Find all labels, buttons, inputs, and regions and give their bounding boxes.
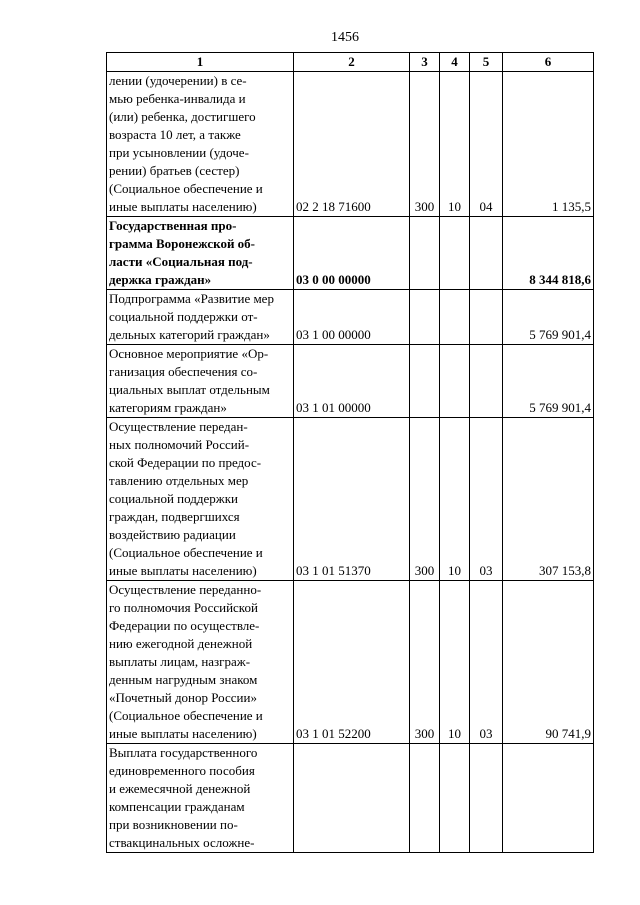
row-code: 03 1 00 00000	[294, 290, 410, 345]
row-col5: 04	[470, 72, 503, 217]
row-code: 03 0 00 00000	[294, 217, 410, 290]
row-description: Осуществление передан- ных полномочий Россий- ской Федерации по предос- тавлению отдельных мер социальной поддержки граждан, подвергшихся воздействию радиации (Социальное обеспечение и иные выплаты населению)	[107, 418, 294, 581]
row-col3: 300	[410, 581, 440, 744]
table-row	[107, 345, 594, 418]
col-header-6: 6	[503, 53, 594, 72]
row-col4	[440, 744, 470, 853]
row-description: Осуществление переданно- го полномочия Российской Федерации по осуществле- нию ежегодной денежной выплаты лицам, назграж- денным нагрудным знаком «Почетный донор России» (Социальное обеспечение и иные выплаты населению)	[107, 581, 294, 744]
row-col5	[470, 744, 503, 853]
table-row	[107, 418, 594, 581]
row-col5	[470, 217, 503, 290]
header-row	[107, 53, 594, 72]
row-col5: 03	[470, 418, 503, 581]
row-col4: 10	[440, 72, 470, 217]
row-col4	[440, 290, 470, 345]
table-row	[107, 744, 594, 853]
col-header-4: 4	[440, 53, 470, 72]
row-col3: 300	[410, 72, 440, 217]
col-header-3: 3	[410, 53, 440, 72]
row-amount: 1 135,5	[503, 72, 594, 217]
col-header-2: 2	[294, 53, 410, 72]
row-code: 03 1 01 51370	[294, 418, 410, 581]
row-col5: 03	[470, 581, 503, 744]
row-description: лении (удочерении) в се- мью ребенка-инвалида и (или) ребенка, достигшего возраста 10 лет, а также при усыновлении (удоче- рении) братьев (сестер) (Социальное обеспечение и иные выплаты населению)	[107, 72, 294, 217]
budget-table	[106, 52, 594, 853]
row-description: Выплата государственного единовременного пособия и ежемесячной денежной компенсации гражданам при возникновении по- ствакцинальных осложне-	[107, 744, 294, 853]
table-row	[107, 290, 594, 345]
row-code: 03 1 01 52200	[294, 581, 410, 744]
row-col4	[440, 217, 470, 290]
row-amount: 90 741,9	[503, 581, 594, 744]
col-header-1: 1	[107, 53, 294, 72]
row-col5	[470, 345, 503, 418]
row-amount	[503, 744, 594, 853]
page-number: 1456	[331, 30, 359, 45]
row-col4	[440, 345, 470, 418]
row-code: 02 2 18 71600	[294, 72, 410, 217]
row-col3: 300	[410, 418, 440, 581]
table-row	[107, 581, 594, 744]
row-amount: 307 153,8	[503, 418, 594, 581]
row-description: Подпрограмма «Развитие мер социальной поддержки от- дельных категорий граждан»	[107, 290, 294, 345]
row-col5	[470, 290, 503, 345]
row-amount: 5 769 901,4	[503, 290, 594, 345]
row-code	[294, 744, 410, 853]
row-col3	[410, 217, 440, 290]
row-amount: 8 344 818,6	[503, 217, 594, 290]
table-row	[107, 72, 594, 217]
row-col3	[410, 345, 440, 418]
col-header-5: 5	[470, 53, 503, 72]
row-col4: 10	[440, 581, 470, 744]
row-col3	[410, 290, 440, 345]
table-row	[107, 217, 594, 290]
row-description: Государственная про- грамма Воронежской об- ласти «Социальная под- держка граждан»	[107, 217, 294, 290]
row-col4: 10	[440, 418, 470, 581]
row-amount: 5 769 901,4	[503, 345, 594, 418]
row-col3	[410, 744, 440, 853]
row-code: 03 1 01 00000	[294, 345, 410, 418]
row-description: Основное мероприятие «Ор- ганизация обеспечения со- циальных выплат отдельным категориям граждан»	[107, 345, 294, 418]
